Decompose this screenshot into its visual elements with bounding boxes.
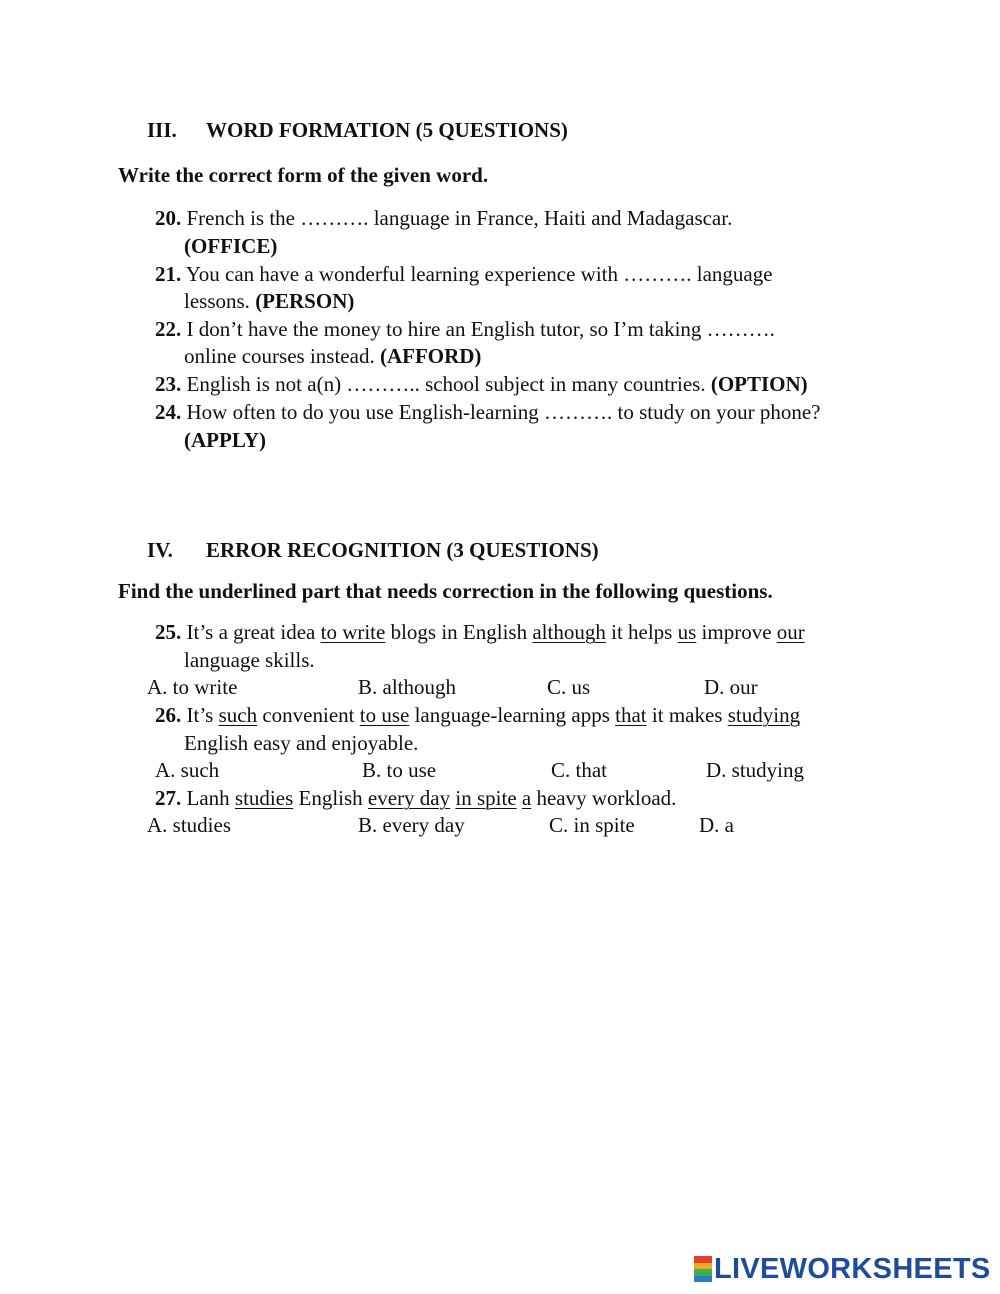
option-a[interactable]: A. studies [147,813,231,837]
question-21 [155,262,773,287]
option-b[interactable]: B. to use [362,758,437,782]
question-text: You can have a wonderful learning experience with ………. language [181,262,773,286]
question-number: 21. [155,262,182,286]
liveworksheets-logo [694,1254,991,1284]
question-25-line2: language skills. [184,648,315,672]
question-text: online courses instead. [184,344,380,368]
section-3-instruction: Write the correct form of the given word. [118,163,489,187]
keyword: (OPTION) [710,372,808,396]
question-24-line2 [184,428,266,453]
underlined-part-c: in spite [455,786,517,810]
underlined-part-d: a [521,786,532,810]
question-text: Lanh [181,786,235,810]
question-20 [155,206,732,231]
question-text: It’s a great idea [181,620,321,644]
question-text: it makes [646,703,728,727]
question-number: 23. [155,372,182,396]
section-3-title: WORD FORMATION (5 QUESTIONS) [206,118,568,142]
question-24 [155,400,821,425]
option-d[interactable]: D. a [699,813,734,837]
question-number: 25. [155,620,182,644]
option-a[interactable]: A. such [155,758,220,782]
keyword: (PERSON) [255,289,355,313]
underlined-part-c: that [615,703,647,727]
underlined-part-b: to use [359,703,410,727]
underlined-part-a: such [218,703,258,727]
question-26 [155,703,800,728]
question-text: English [293,786,368,810]
keyword: (AFFORD) [379,344,482,368]
question-text: heavy workload. [531,786,677,810]
section-4-instruction: Find the underlined part that needs correction in the following questions. [118,579,773,603]
option-b[interactable]: B. although [358,675,456,699]
mark-block-blue [694,1276,712,1283]
option-c[interactable]: C. us [547,675,591,699]
underlined-part-a: studies [234,786,294,810]
question-text: French is the ………. language in France, Haiti and Madagascar. [181,206,733,230]
question-26-line2: English easy and enjoyable. [184,731,419,755]
question-20-line2 [184,234,277,259]
question-text: I don’t have the money to hire an English tutor, so I’m taking ………. [181,317,775,341]
section-4-title: ERROR RECOGNITION (3 QUESTIONS) [206,538,599,562]
question-text: lessons. [184,289,256,313]
question-text: language-learning apps [409,703,616,727]
question-text: It’s [181,703,219,727]
question-number: 27. [155,786,182,810]
option-d[interactable]: D. studying [706,758,805,782]
question-23 [155,372,808,397]
option-b[interactable]: B. every day [358,813,465,837]
section-3-number: III. [147,118,177,142]
question-number: 26. [155,703,182,727]
question-27 [155,786,676,811]
section-4-number: IV. [147,538,173,562]
underlined-part-d: studying [727,703,801,727]
question-text: blogs in English [385,620,533,644]
logo-text: LIVEWORKSHEETS [714,1252,991,1285]
option-c[interactable]: C. that [551,758,607,782]
underlined-part-d: our [776,620,805,644]
question-text: How often to do you use English-learning ………. to study on your phone? [181,400,821,424]
underlined-part-b: every day [367,786,451,810]
underlined-part-b: although [532,620,606,644]
underlined-part-c: us [677,620,697,644]
question-22 [155,317,775,342]
keyword: (APPLY) [184,428,267,452]
question-text: it helps [605,620,678,644]
question-number: 24. [155,400,182,424]
question-25 [155,620,805,645]
question-text: improve [696,620,777,644]
question-text: convenient [257,703,360,727]
keyword: (OFFICE) [184,234,278,258]
question-22-line2 [184,344,481,369]
underlined-part-a: to write [320,620,386,644]
liveworksheets-mark-icon [694,1256,712,1282]
option-d[interactable]: D. our [704,675,758,699]
option-c[interactable]: C. in spite [549,813,635,837]
question-number: 22. [155,317,182,341]
option-a[interactable]: A. to write [147,675,238,699]
question-21-line2 [184,289,354,314]
question-number: 20. [155,206,182,230]
question-text: English is not a(n) ……….. school subject in many countries. [181,372,711,396]
